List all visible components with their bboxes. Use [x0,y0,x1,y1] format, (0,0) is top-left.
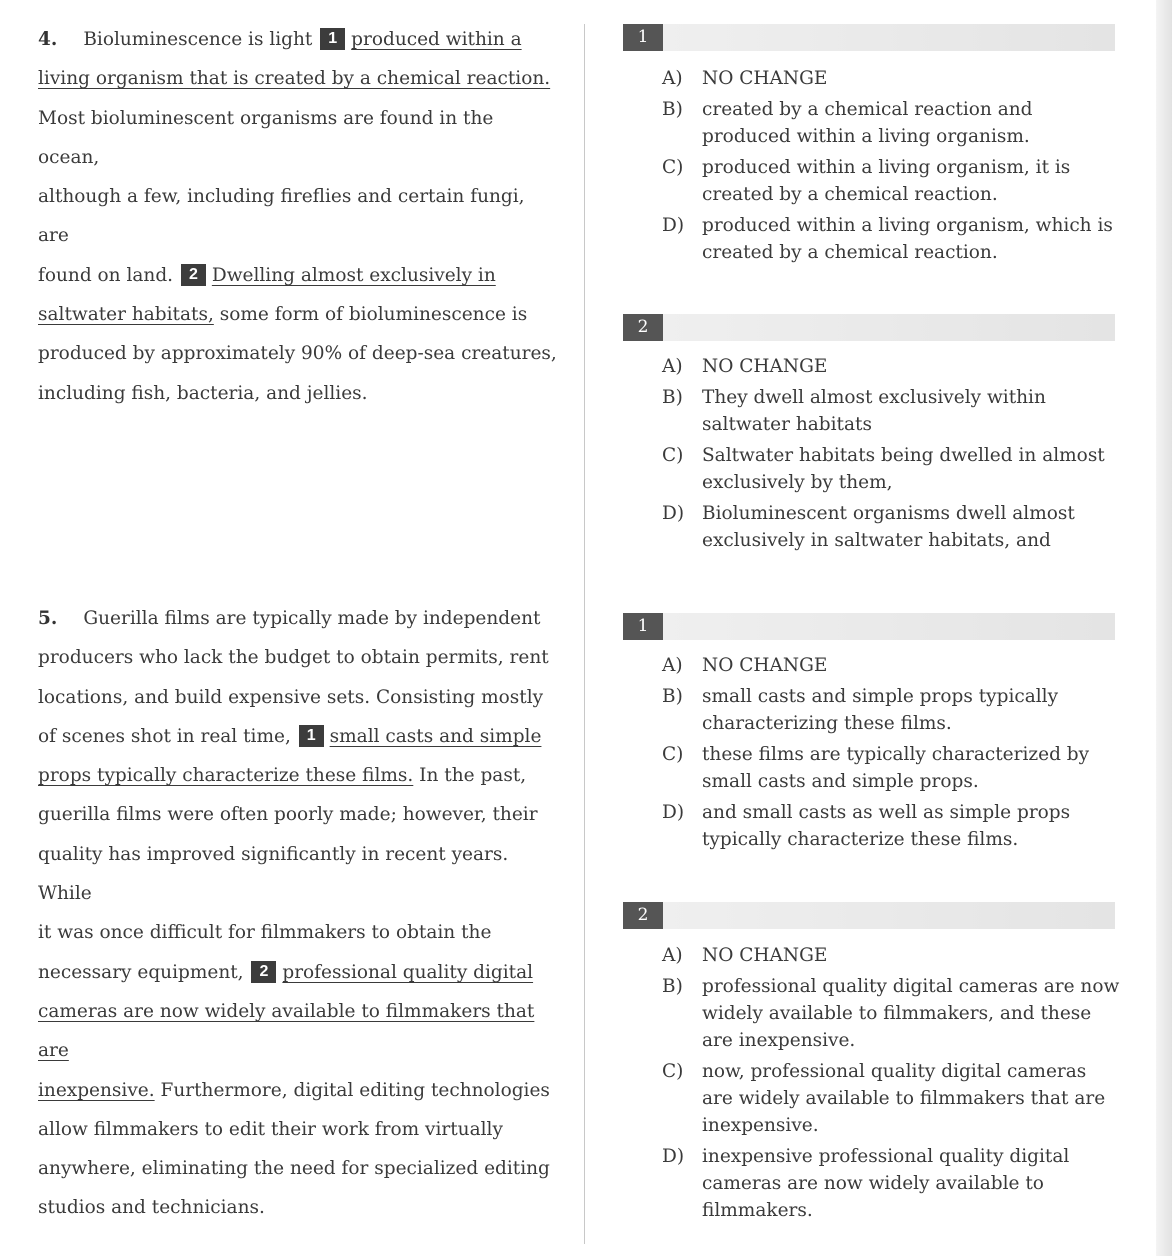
question-badge: 2 [623,902,663,929]
underlined-text: saltwater habitats, [38,304,214,326]
passage-line [38,59,558,98]
question-header [623,613,1115,640]
passage-line: it was once difficult for filmmakers to obtain the [38,922,492,944]
passage-line: Most bioluminescent organisms are found in the ocean, [38,107,494,168]
question-badge: 2 [623,314,663,341]
answer-choice[interactable]: B) They dwell almost exclusively within saltwater habitats [662,387,1046,435]
answer-choice[interactable]: C) produced within a living organism, it is created by a chemical reaction. [662,157,1071,205]
underlined-text: Dwelling almost exclusively in [211,264,496,286]
answer-choice[interactable]: C) Saltwater habitats being dwelled in almost exclusively by them, [662,445,1105,493]
answer-choice[interactable]: B) small casts and simple props typically characterizing these films. [662,686,1059,734]
page-edge-shadow [1156,0,1172,1256]
question-number: 4. [38,29,58,50]
question-number: 5. [38,608,58,629]
passage-5 [38,599,558,1228]
passage-line: anywhere, eliminating the need for specialized editing [38,1158,550,1180]
passage-line: produced by approximately 90% of deep-sea creatures, [38,343,557,365]
answer-choice[interactable]: C) now, professional quality digital cameras are widely available to filmmakers that are inexpensive. [662,1061,1106,1136]
answer-choice[interactable]: A) NO CHANGE [662,945,828,966]
passage-line: inexpensive. Furthermore, digital editing technologies [38,1079,550,1101]
underlined-text: professional quality digital [282,961,534,983]
column-divider [584,24,585,1244]
question-badge: 1 [623,613,663,640]
passage-line: including fish, bacteria, and jellies. [38,382,368,404]
passage-line: although a few, including fireflies and certain fungi, are [38,186,525,247]
passage-4 [38,20,558,413]
passage-line: necessary equipment, 2 professional quality digital [38,961,534,983]
underlined-text: inexpensive. [38,1079,155,1101]
question-header [623,314,1115,341]
answer-choice[interactable]: B) professional quality digital cameras are now widely available to filmmakers, and these are inexpensive. [662,976,1120,1051]
underlined-text: props typically characterize these films. [38,765,414,787]
answer-choice[interactable]: B) created by a chemical reaction and produced within a living organism. [662,99,1033,147]
question-header [623,902,1115,929]
passage-line: allow filmmakers to edit their work from virtually [38,1118,503,1140]
passage-line: locations, and build expensive sets. Consisting mostly [38,686,544,708]
passage-line: saltwater habitats, some form of bioluminescence is [38,304,528,326]
answer-choice[interactable]: A) NO CHANGE [662,68,828,89]
underlined-text: produced within a [351,29,522,50]
passage-line: 5. Guerilla films are typically made by independent [38,608,541,629]
question-header [623,24,1115,51]
passage-line: quality has improved significantly in recent years. While [38,843,509,905]
answer-choices [662,65,1122,270]
underlined-text: living organism that is created by a chemical reaction. [38,68,551,90]
blank-marker[interactable]: 2 [251,961,276,983]
passage-line: of scenes shot in real time, 1 small casts and simple [38,725,542,747]
answer-choices [662,353,1122,558]
blank-marker[interactable]: 1 [299,725,324,747]
blank-marker[interactable]: 1 [320,28,345,50]
blank-marker[interactable]: 2 [181,264,206,286]
underlined-text: cameras are now widely available to filmmakers that are [38,1000,535,1062]
answer-choices [662,652,1122,857]
answer-choice[interactable]: D) inexpensive professional quality digital cameras are now widely available to filmmakers. [662,1146,1070,1221]
passage-line: props typically characterize these films. In the past, [38,765,527,787]
passage-line: guerilla films were often poorly made; however, their [38,804,538,826]
answer-choices [662,942,1122,1228]
passage-line: producers who lack the budget to obtain permits, rent [38,647,549,669]
answer-choice[interactable]: D) Bioluminescent organisms dwell almost exclusively in saltwater habitats, and [662,503,1075,551]
answer-choice[interactable]: D) and small casts as well as simple props typically characterize these films. [662,802,1071,850]
answer-choice[interactable]: A) NO CHANGE [662,356,828,377]
passage-line: found on land. 2 Dwelling almost exclusively in [38,264,496,286]
passage-line [38,992,558,1071]
answer-choice[interactable]: A) NO CHANGE [662,655,828,676]
question-badge: 1 [623,24,663,51]
passage-line: studios and technicians. [38,1197,265,1219]
underlined-text: small casts and simple [329,725,542,747]
answer-choice[interactable]: D) produced within a living organism, which is created by a chemical reaction. [662,215,1113,263]
passage-line: 4. Bioluminescence is light 1 produced within a [38,29,522,50]
answer-choice[interactable]: C) these films are typically characterized by small casts and simple props. [662,744,1090,792]
